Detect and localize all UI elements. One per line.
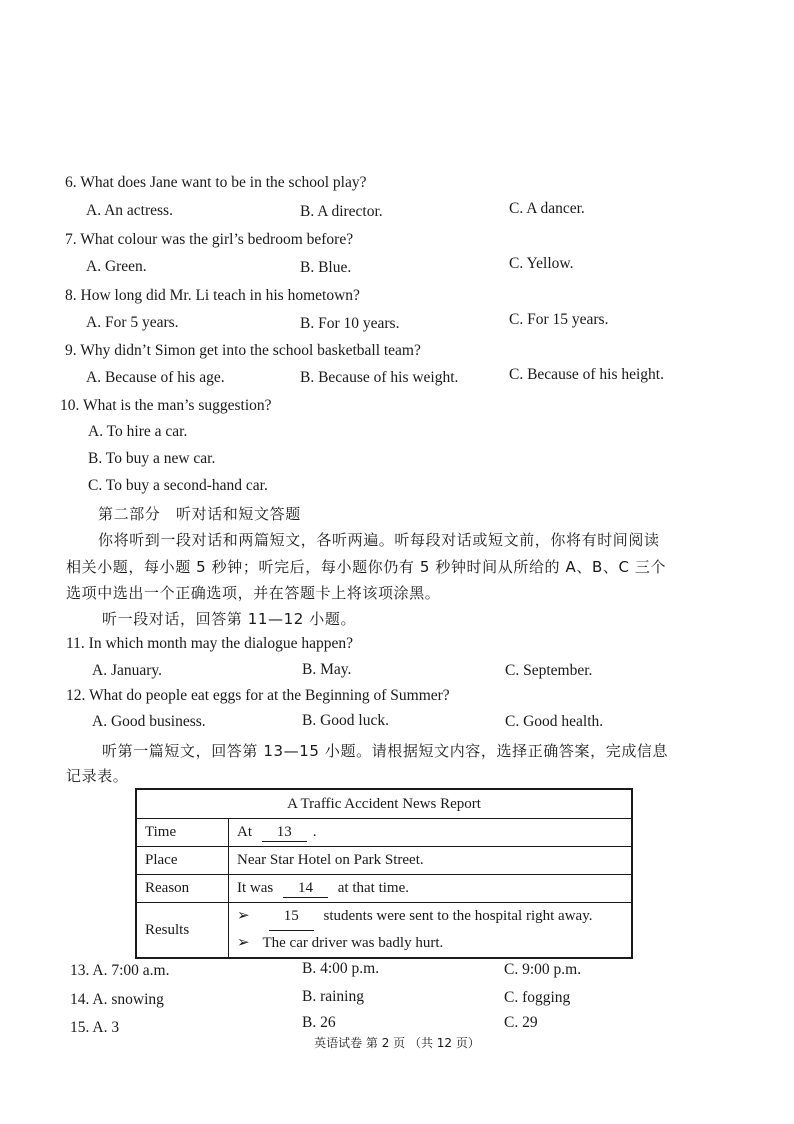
option-11b: B. May. xyxy=(302,661,352,678)
table-row-time xyxy=(136,819,632,847)
option-14b: B. raining xyxy=(302,988,364,1005)
option-11a: A. January. xyxy=(92,662,163,679)
row-value: At 13 . xyxy=(229,819,633,847)
option-6b: B. A director. xyxy=(300,203,383,220)
table-title: A Traffic Accident News Report xyxy=(136,789,632,819)
arrow-bullet-icon: ➢ xyxy=(237,935,250,951)
row-label: Time xyxy=(136,819,229,847)
question-6: 6. What does Jane want to be in the school play? xyxy=(65,174,367,191)
option-6c: C. A dancer. xyxy=(509,200,585,217)
option-12c: C. Good health. xyxy=(505,713,604,730)
row-value: It was 14 at that time. xyxy=(229,875,633,903)
page-footer: 英语试卷 第 2 页 （共 12 页） xyxy=(314,1036,480,1050)
table-row-results xyxy=(136,903,632,959)
question-10: 10. What is the man’s suggestion? xyxy=(60,397,272,414)
question-11: 11. In which month may the dialogue happen? xyxy=(66,635,353,652)
option-9a: A. Because of his age. xyxy=(86,369,225,386)
passage-intro-1: 听第一篇短文，回答第 13—15 小题。请根据短文内容，选择正确答案，完成信息 xyxy=(102,742,669,760)
option-15a: 15. A. 3 xyxy=(70,1019,120,1036)
option-15c: C. 29 xyxy=(504,1014,538,1031)
option-8b: B. For 10 years. xyxy=(300,315,400,332)
option-14c: C. fogging xyxy=(504,989,571,1006)
option-10c: C. To buy a second-hand car. xyxy=(88,477,268,494)
option-7c: C. Yellow. xyxy=(509,255,574,272)
part2-instructions-2: 相关小题，每小题 5 秒钟；听完后，每小题你仍有 5 秒钟时间从所给的 A、B、C 三个 xyxy=(66,558,667,576)
option-11c: C. September. xyxy=(505,662,593,679)
news-report-table xyxy=(135,788,633,959)
part2-instructions-3: 选项中选出一个正确选项，并在答题卡上将该项涂黑。 xyxy=(66,584,441,602)
passage-intro-2: 记录表。 xyxy=(66,767,129,785)
option-9c: C. Because of his height. xyxy=(509,366,664,383)
option-9b: B. Because of his weight. xyxy=(300,369,459,386)
row-label: Place xyxy=(136,847,229,875)
row-value: ➢ 15 students were sent to the hospital right away. ➢ The car driver was badly hurt. xyxy=(229,903,633,959)
option-10a: A. To hire a car. xyxy=(88,423,188,440)
option-13c: C. 9:00 p.m. xyxy=(504,961,582,978)
option-7a: A. Green. xyxy=(86,258,147,275)
row-value: Near Star Hotel on Park Street. xyxy=(229,847,633,875)
option-10b: B. To buy a new car. xyxy=(88,450,216,467)
part2-heading: 第二部分 听对话和短文答题 xyxy=(98,505,301,523)
option-8a: A. For 5 years. xyxy=(86,314,179,331)
blank-13: 13 xyxy=(262,824,307,842)
option-8c: C. For 15 years. xyxy=(509,311,609,328)
part2-instructions-1: 你将听到一段对话和两篇短文，各听两遍。听每段对话或短文前，你将有时间阅读 xyxy=(98,531,660,549)
option-14a: 14. A. snowing xyxy=(70,991,164,1008)
dialogue-intro: 听一段对话，回答第 11—12 小题。 xyxy=(102,610,357,628)
option-7b: B. Blue. xyxy=(300,259,352,276)
option-6a: A. An actress. xyxy=(86,202,173,219)
row-label: Results xyxy=(136,903,229,959)
blank-14: 14 xyxy=(283,880,328,898)
question-8: 8. How long did Mr. Li teach in his hometown? xyxy=(65,287,360,304)
option-13a: 13. A. 7:00 a.m. xyxy=(70,962,170,979)
option-12b: B. Good luck. xyxy=(302,712,389,729)
option-15b: B. 26 xyxy=(302,1014,336,1031)
question-12: 12. What do people eat eggs for at the Beginning of Summer? xyxy=(66,687,450,704)
blank-15: 15 xyxy=(269,903,314,931)
question-9: 9. Why didn’t Simon get into the school basketball team? xyxy=(65,342,421,359)
option-13b: B. 4:00 p.m. xyxy=(302,960,380,977)
table-row-reason xyxy=(136,875,632,903)
table-row-place xyxy=(136,847,632,875)
option-12a: A. Good business. xyxy=(92,713,206,730)
row-label: Reason xyxy=(136,875,229,903)
question-7: 7. What colour was the girl’s bedroom before? xyxy=(65,231,354,248)
arrow-bullet-icon: ➢ xyxy=(237,908,250,924)
